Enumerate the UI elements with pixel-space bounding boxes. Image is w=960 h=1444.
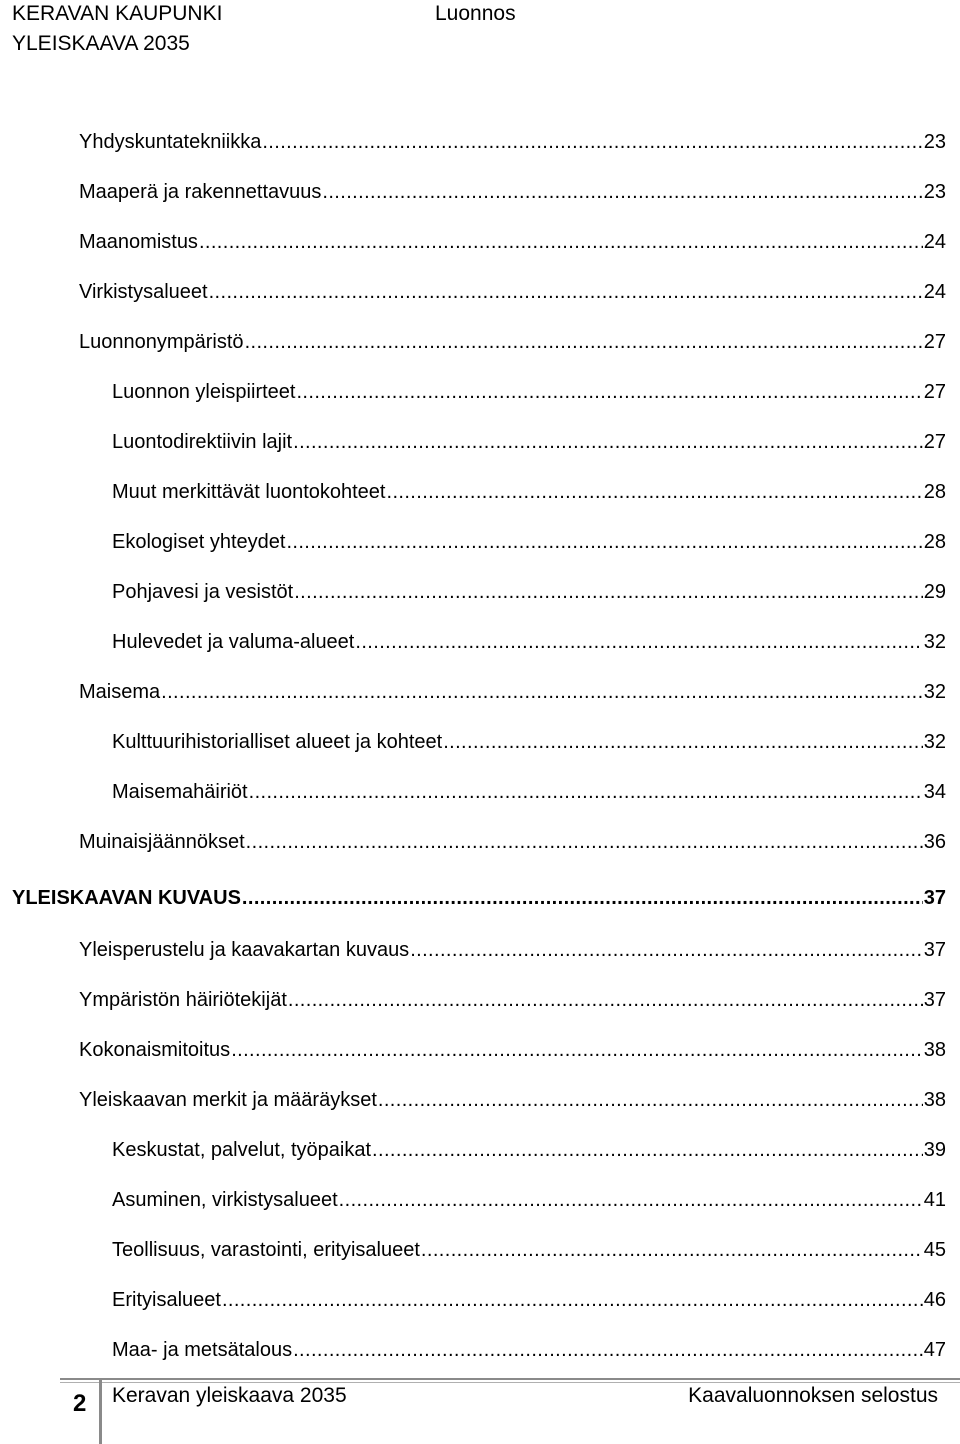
page-header [12,0,942,60]
toc-entry[interactable] [79,1086,946,1114]
toc-dot-leader [242,884,923,912]
toc-entry-label: Yhdyskuntatekniikka [79,131,262,153]
toc-entry[interactable] [112,428,946,456]
toc-entry-label: Ympäristön häiriötekijät [79,989,287,1011]
toc-entry[interactable] [112,1336,946,1364]
toc-dot-leader [246,828,923,856]
toc-dot-leader [293,428,923,456]
toc-entry-page: 36 [923,831,946,853]
toc-entry-label: Pohjavesi ja vesistöt [112,581,294,603]
toc-entry-label: Kokonaismitoitus [79,1039,231,1061]
toc-entry-label: Muut merkittävät luontokohteet [112,481,386,503]
toc-entry[interactable] [79,178,946,206]
toc-entry-page: 23 [923,181,946,203]
toc-entry-label: Asuminen, virkistysalueet [112,1189,338,1211]
toc-entry-label: Teollisuus, varastointi, erityisalueet [112,1239,420,1261]
toc-entry[interactable] [112,1236,946,1264]
toc-dot-leader [209,278,923,306]
toc-entry[interactable] [79,936,946,964]
toc-entry-page: 47 [923,1339,946,1361]
header-plan-name: YLEISKAAVA 2035 [12,32,190,55]
toc-dot-leader [294,578,923,606]
toc-entry-page: 27 [923,431,946,453]
toc-entry-page: 38 [923,1089,946,1111]
toc-entry-page: 32 [923,731,946,753]
toc-entry[interactable] [112,378,946,406]
toc-entry-page: 28 [923,481,946,503]
toc-entry[interactable] [79,828,946,856]
toc-entry-page: 27 [923,381,946,403]
toc-entry[interactable] [112,478,946,506]
toc-entry-label: Keskustat, palvelut, työpaikat [112,1139,372,1161]
toc-entry-label: Ekologiset yhteydet [112,531,286,553]
toc-entry-label: Muinaisjäännökset [79,831,245,853]
page-footer [0,1376,960,1444]
toc-entry-page: 39 [923,1139,946,1161]
toc-entry-page: 28 [923,531,946,553]
toc-dot-leader [199,228,923,256]
toc-dot-leader [249,778,923,806]
toc-entry-label: YLEISKAAVAN KUVAUS [12,887,241,909]
toc-entry-label: Kulttuurihistorialliset alueet ja kohteet [112,731,443,753]
toc-entry[interactable] [112,778,946,806]
toc-entry-page: 46 [923,1289,946,1311]
toc-dot-leader [293,1336,923,1364]
toc-dot-leader [421,1236,923,1264]
header-organization: KERAVAN KAUPUNKI [12,2,223,25]
toc-dot-leader [386,478,922,506]
toc-entry-page: 24 [923,281,946,303]
toc-entry-page: 41 [923,1189,946,1211]
footer-page-number: 2 [73,1390,87,1417]
toc-entry-label: Maanomistus [79,231,198,253]
toc-entry-label: Hulevedet ja valuma-alueet [112,631,355,653]
toc-dot-leader [288,986,923,1014]
toc-entry[interactable] [79,678,946,706]
toc-entry-label: Luonnon yleispiirteet [112,381,296,403]
toc-entry[interactable] [112,578,946,606]
footer-vertical-rule [99,1378,102,1444]
toc-entry-page: 37 [923,887,946,909]
footer-document-type: Kaavaluonnoksen selostus [688,1384,938,1407]
footer-rule [60,1378,960,1380]
toc-dot-leader [378,1086,923,1114]
toc-entry-label: Luontodirektiivin lajit [112,431,293,453]
toc-dot-leader [339,1186,923,1214]
toc-entry[interactable] [112,1186,946,1214]
toc-entry[interactable] [79,328,946,356]
toc-dot-leader [322,178,922,206]
toc-entry-page: 34 [923,781,946,803]
toc-entry-label: Maisemahäiriöt [112,781,248,803]
toc-entry-page: 32 [923,631,946,653]
toc-entry-label: Maaperä ja rakennettavuus [79,181,322,203]
toc-entry-page: 37 [923,989,946,1011]
toc-entry[interactable] [112,1136,946,1164]
toc-entry-page: 38 [923,1039,946,1061]
toc-entry[interactable] [112,528,946,556]
toc-entry[interactable] [79,986,946,1014]
toc-dot-leader [222,1286,923,1314]
toc-entry-page: 29 [923,581,946,603]
toc-dot-leader [262,128,922,156]
toc-dot-leader [355,628,922,656]
toc-entry[interactable] [79,278,946,306]
toc-chapter-entry[interactable] [12,884,946,912]
toc-entry-label: Virkistysalueet [79,281,208,303]
toc-dot-leader [443,728,923,756]
toc-dot-leader [410,936,923,964]
toc-entry-label: Luonnonympäristö [79,331,244,353]
toc-entry-label: Yleisperustelu ja kaavakartan kuvaus [79,939,410,961]
toc-entry-page: 27 [923,331,946,353]
toc-entry-label: Maa- ja metsätalous [112,1339,293,1361]
toc-dot-leader [245,328,923,356]
footer-document-title: Keravan yleiskaava 2035 [112,1384,347,1407]
toc-entry[interactable] [112,628,946,656]
toc-dot-leader [296,378,922,406]
toc-dot-leader [231,1036,923,1064]
toc-entry-page: 32 [923,681,946,703]
toc-entry[interactable] [112,1286,946,1314]
toc-entry[interactable] [79,128,946,156]
toc-entry[interactable] [79,1036,946,1064]
toc-dot-leader [372,1136,923,1164]
toc-entry-label: Yleiskaavan merkit ja määräykset [79,1089,377,1111]
toc-entry[interactable] [79,228,946,256]
toc-dot-leader [286,528,922,556]
toc-entry[interactable] [112,728,946,756]
toc-entry-page: 23 [923,131,946,153]
toc-entry-label: Erityisalueet [112,1289,221,1311]
toc-entry-label: Maisema [79,681,161,703]
header-status: Luonnos [435,2,516,25]
toc-dot-leader [161,678,923,706]
toc-entry-page: 24 [923,231,946,253]
toc-entry-page: 45 [923,1239,946,1261]
toc-entry-page: 37 [923,939,946,961]
